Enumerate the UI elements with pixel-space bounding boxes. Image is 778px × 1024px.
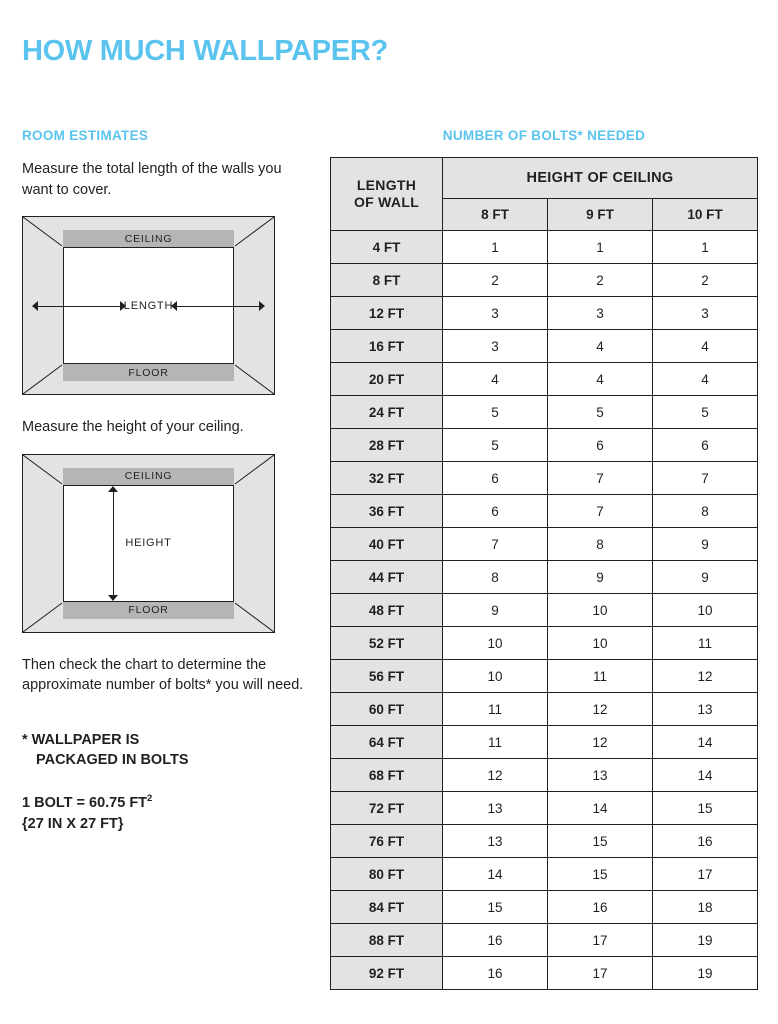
bolts-value-cell: 13 (443, 792, 548, 825)
length-of-wall-header-line-2: OF WALL (353, 194, 420, 210)
row-header-length: 92 FT (331, 957, 443, 990)
bolts-value-cell: 6 (653, 429, 758, 462)
bolts-value-cell: 7 (548, 495, 653, 528)
bolts-value-cell: 16 (443, 924, 548, 957)
bolts-value-cell: 3 (653, 297, 758, 330)
height-label: HEIGHT (119, 534, 177, 552)
bolts-value-cell: 9 (653, 528, 758, 561)
room-length-diagram (22, 216, 275, 395)
bolt-equation-line-2: {27 IN X 27 FT} (22, 816, 124, 833)
table-row (331, 627, 758, 660)
step-2-instruction: Measure the height of your ceiling. (22, 419, 244, 436)
bolts-value-cell: 13 (443, 825, 548, 858)
ceiling-band: CEILING (63, 468, 234, 485)
bolts-value-cell: 5 (653, 396, 758, 429)
table-row (331, 330, 758, 363)
bolts-value-cell: 12 (653, 660, 758, 693)
bolts-value-cell: 12 (548, 726, 653, 759)
row-header-length: 12 FT (331, 297, 443, 330)
room-height-diagram (22, 454, 275, 633)
bolts-value-cell: 3 (443, 330, 548, 363)
bolts-value-cell: 7 (653, 462, 758, 495)
length-label: LENGTH (123, 299, 174, 312)
row-header-length: 68 FT (331, 759, 443, 792)
table-row (331, 792, 758, 825)
row-header-length: 84 FT (331, 891, 443, 924)
table-row (331, 726, 758, 759)
row-header-length: 40 FT (331, 528, 443, 561)
table-row (331, 528, 758, 561)
bolts-value-cell: 6 (443, 462, 548, 495)
bolts-value-cell: 14 (653, 759, 758, 792)
bolts-value-cell: 1 (548, 231, 653, 264)
height-arrow (113, 491, 114, 596)
row-header-length: 64 FT (331, 726, 443, 759)
row-header-length: 76 FT (331, 825, 443, 858)
row-header-length: 60 FT (331, 693, 443, 726)
bolts-table (330, 157, 758, 990)
bolts-value-cell: 11 (443, 693, 548, 726)
column-header-9ft: 9 FT (548, 199, 653, 231)
row-header-length: 44 FT (331, 561, 443, 594)
table-row (331, 693, 758, 726)
row-header-length: 32 FT (331, 462, 443, 495)
table-row (331, 264, 758, 297)
step-1-instruction: Measure the total length of the walls you want to cover. (22, 161, 282, 198)
room-estimates-column (22, 128, 312, 835)
bolts-value-cell: 13 (548, 759, 653, 792)
table-row (331, 231, 758, 264)
bolts-value-cell: 16 (443, 957, 548, 990)
table-header-row-group (331, 158, 758, 199)
table-row (331, 825, 758, 858)
bolts-value-cell: 11 (443, 726, 548, 759)
bolts-value-cell: 16 (653, 825, 758, 858)
bolts-value-cell: 12 (548, 693, 653, 726)
row-header-length: 16 FT (331, 330, 443, 363)
bolts-value-cell: 6 (548, 429, 653, 462)
bolts-table-title: NUMBER OF BOLTS* NEEDED (442, 128, 646, 143)
bolts-value-cell: 5 (443, 429, 548, 462)
bolts-value-cell: 18 (653, 891, 758, 924)
bolts-table-section (330, 128, 758, 990)
step-3-instruction: Then check the chart to determine the approximate number of bolts* you will need. (22, 656, 304, 694)
bolts-value-cell: 14 (548, 792, 653, 825)
height-of-ceiling-header: HEIGHT OF CEILING (443, 158, 758, 199)
length-of-wall-header (331, 158, 443, 231)
bolts-value-cell: 7 (443, 528, 548, 561)
bolts-value-cell: 2 (548, 264, 653, 297)
row-header-length: 28 FT (331, 429, 443, 462)
footnote (22, 730, 312, 771)
table-row (331, 363, 758, 396)
length-of-wall-header-line-1: LENGTH (356, 176, 417, 193)
bolts-value-cell: 8 (548, 528, 653, 561)
row-header-length: 36 FT (331, 495, 443, 528)
bolts-value-cell: 10 (443, 660, 548, 693)
bolts-value-cell: 14 (653, 726, 758, 759)
bolts-value-cell: 4 (653, 363, 758, 396)
table-row (331, 396, 758, 429)
bolts-value-cell: 5 (548, 396, 653, 429)
row-header-length: 88 FT (331, 924, 443, 957)
bolt-equation (22, 792, 312, 835)
bolts-value-cell: 3 (443, 297, 548, 330)
bolts-value-cell: 17 (548, 924, 653, 957)
floor-band: FLOOR (63, 602, 234, 619)
table-row (331, 759, 758, 792)
bolts-value-cell: 11 (548, 660, 653, 693)
bolts-table-head (331, 158, 758, 231)
table-row (331, 495, 758, 528)
bolts-value-cell: 1 (443, 231, 548, 264)
bolts-value-cell: 15 (548, 858, 653, 891)
table-row (331, 561, 758, 594)
height-arrow-head-down (108, 595, 118, 601)
table-row (331, 957, 758, 990)
bolts-value-cell: 3 (548, 297, 653, 330)
row-header-length: 4 FT (331, 231, 443, 264)
height-arrow-head-up (108, 486, 118, 492)
square-units-exponent: 2 (147, 793, 153, 805)
ceiling-band: CEILING (63, 230, 234, 247)
bolts-value-cell: 1 (653, 231, 758, 264)
bolts-value-cell: 14 (443, 858, 548, 891)
bolts-table-body (331, 231, 758, 990)
table-row (331, 462, 758, 495)
room-estimates-heading: ROOM ESTIMATES (22, 128, 149, 143)
row-header-length: 72 FT (331, 792, 443, 825)
bolts-value-cell: 19 (653, 957, 758, 990)
bolts-value-cell: 16 (548, 891, 653, 924)
bolts-value-cell: 17 (548, 957, 653, 990)
bolt-equation-line-1: 1 BOLT = 60.75 FT (22, 795, 148, 812)
bolts-value-cell: 5 (443, 396, 548, 429)
bolts-value-cell: 8 (443, 561, 548, 594)
row-header-length: 8 FT (331, 264, 443, 297)
bolts-value-cell: 17 (653, 858, 758, 891)
bolts-value-cell: 13 (653, 693, 758, 726)
footnote-line-2: PACKAGED IN BOLTS (36, 752, 189, 769)
row-header-length: 24 FT (331, 396, 443, 429)
row-header-length: 20 FT (331, 363, 443, 396)
bolts-value-cell: 2 (653, 264, 758, 297)
column-header-8ft: 8 FT (443, 199, 548, 231)
bolts-value-cell: 2 (443, 264, 548, 297)
row-header-length: 52 FT (331, 627, 443, 660)
table-row (331, 429, 758, 462)
page-title: HOW MUCH WALLPAPER? (22, 35, 388, 68)
bolts-value-cell: 10 (443, 627, 548, 660)
bolts-value-cell: 11 (653, 627, 758, 660)
bolts-value-cell: 7 (548, 462, 653, 495)
bolts-value-cell: 10 (548, 594, 653, 627)
column-header-10ft: 10 FT (653, 199, 758, 231)
bolts-value-cell: 9 (443, 594, 548, 627)
bolts-value-cell: 9 (548, 561, 653, 594)
bolts-value-cell: 10 (548, 627, 653, 660)
table-row (331, 297, 758, 330)
bolts-value-cell: 6 (443, 495, 548, 528)
bolts-value-cell: 15 (548, 825, 653, 858)
table-row (331, 660, 758, 693)
bolts-value-cell: 10 (653, 594, 758, 627)
table-row (331, 924, 758, 957)
row-header-length: 48 FT (331, 594, 443, 627)
row-header-length: 56 FT (331, 660, 443, 693)
bolts-value-cell: 12 (443, 759, 548, 792)
table-row (331, 858, 758, 891)
bolts-value-cell: 15 (443, 891, 548, 924)
bolts-value-cell: 8 (653, 495, 758, 528)
floor-band: FLOOR (63, 364, 234, 381)
footnote-line-1: * WALLPAPER IS (22, 731, 140, 748)
bolts-value-cell: 4 (548, 330, 653, 363)
bolts-value-cell: 15 (653, 792, 758, 825)
row-header-length: 80 FT (331, 858, 443, 891)
bolts-value-cell: 4 (443, 363, 548, 396)
table-row (331, 594, 758, 627)
table-row (331, 891, 758, 924)
bolts-value-cell: 4 (653, 330, 758, 363)
bolts-value-cell: 4 (548, 363, 653, 396)
bolts-value-cell: 9 (653, 561, 758, 594)
bolts-value-cell: 19 (653, 924, 758, 957)
